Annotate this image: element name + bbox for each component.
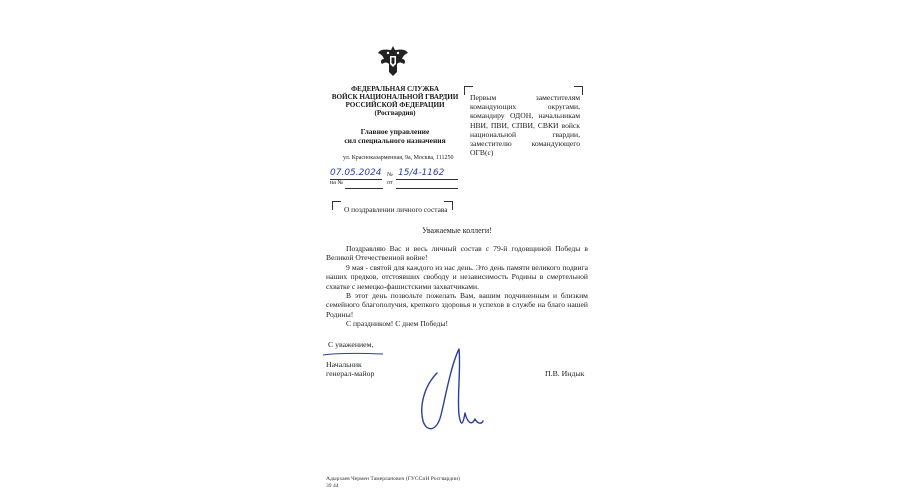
ref-date-line	[396, 188, 458, 189]
number-line	[396, 179, 458, 180]
department-line: сил специального назначения	[344, 136, 446, 145]
letter-greeting: Уважаемые коллеги!	[422, 226, 492, 235]
department-line: Главное управление	[360, 127, 430, 136]
ref-date-label: от	[387, 180, 393, 186]
ref-number-line	[345, 188, 383, 189]
body-paragraph: С праздником! С днем Победы!	[346, 319, 449, 329]
body-paragraph: 9 мая - святой для каждого из нас день. Это день памяти великого подвига наших предков, отстоявших свободу и независимость Родины в смертельной схватке с немецко-фашистскими захватчиками.	[326, 262, 588, 291]
signer-title: Начальник	[326, 360, 362, 369]
addressee-block: Первым заместителям командующих округами, командиру ОДОН, начальникам НВИ, ПВИ, СПВИ, СВКИ войск национальной гвардии, заместителю командующего ОГВ(с)	[470, 93, 580, 158]
executor-name: Адырхаев Чермен Тамерланович (ГУССиН Росгвардии)	[326, 476, 460, 482]
number-label: №	[387, 172, 393, 178]
handwritten-signature	[415, 345, 487, 437]
letter-subject: О поздравлении личного состава	[344, 205, 448, 214]
body-paragraph: В этот день позвольте пожелать Вам, вашим подчиненным и близким семейного благополучия, крепкого здоровья и успехов в службе на благо нашей Родины!	[326, 291, 588, 319]
rosgvardia-emblem-icon	[377, 44, 409, 78]
handwritten-number: 15/4-1162	[398, 168, 445, 178]
letter-body	[326, 244, 588, 329]
signer-name: П.В. Индык	[545, 369, 585, 378]
org-name-line: РОССИЙСКОЙ ФЕДЕРАЦИИ	[345, 101, 445, 109]
subject-bracket-left	[332, 201, 341, 210]
executor-phone: 39 44	[326, 483, 339, 489]
org-name-line: ВОЙСК НАЦИОНАЛЬНОЙ ГВАРДИИ	[331, 93, 459, 101]
closing-underline	[322, 352, 384, 356]
ref-number-label: на №	[330, 180, 344, 186]
sender-address: ул. Красноказарменная, 9а, Москва, 111250	[343, 155, 454, 161]
handwritten-date: 07.05.2024	[330, 168, 382, 178]
body-paragraph: Поздравляю Вас и весь личный состав с 79-й годовщиной Победы в Великой Отечественной войне!	[326, 244, 588, 263]
org-name-line: (Росгвардия)	[374, 109, 416, 117]
closing-phrase: С уважением,	[328, 340, 374, 349]
org-name-line: ФЕДЕРАЛЬНАЯ СЛУЖБА	[350, 85, 440, 93]
signer-rank: генерал-майор	[326, 369, 375, 378]
